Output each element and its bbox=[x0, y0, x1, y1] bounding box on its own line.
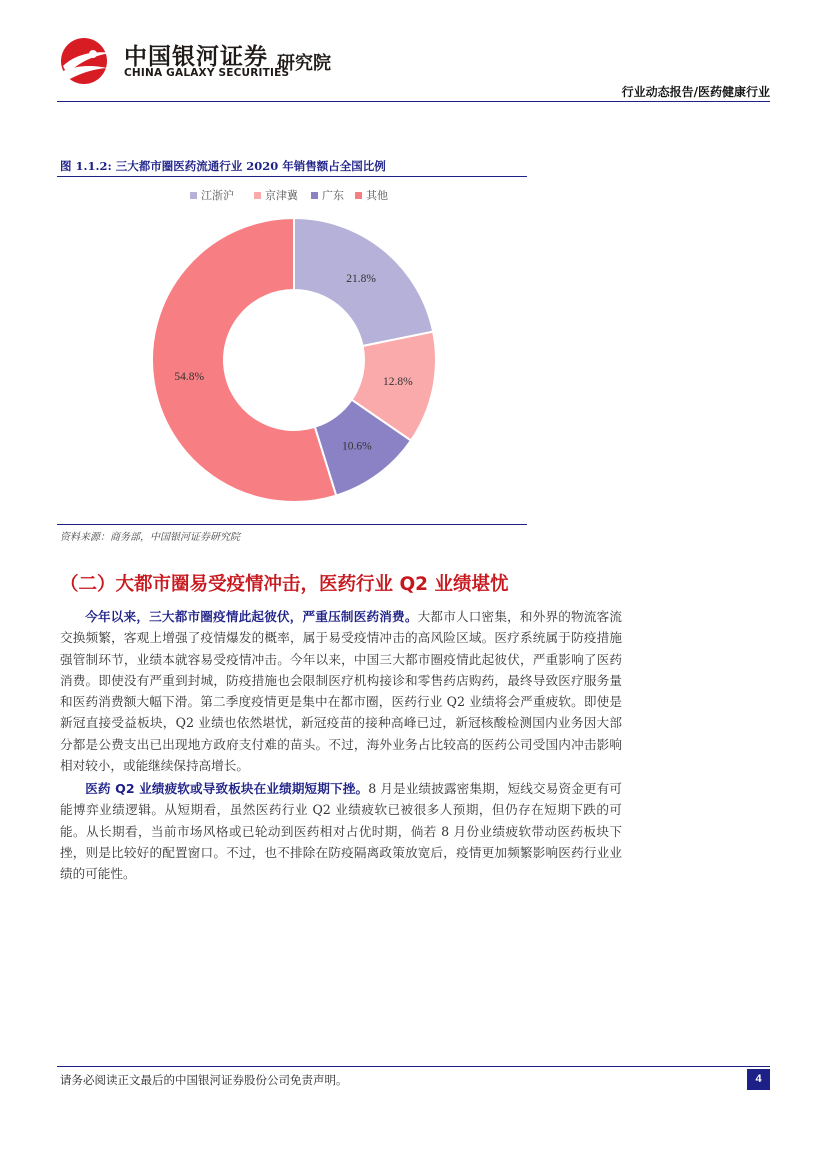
paragraph-1-lead: 今年以来，三大都市圈疫情此起彼伏，严重压制医药消费。 bbox=[85, 609, 418, 624]
legend-label: 江浙沪 bbox=[201, 189, 234, 202]
donut-chart bbox=[57, 178, 527, 523]
paragraph-2-lead: 医药 Q2 业绩疲软或导致板块在业绩期短期下挫。 bbox=[85, 781, 369, 796]
legend-item bbox=[190, 188, 234, 202]
institute-name: 研究院 bbox=[277, 53, 331, 74]
footer-divider bbox=[57, 1066, 770, 1067]
legend-swatch bbox=[355, 192, 362, 199]
footer-disclaimer: 请务必阅读正文最后的中国银河证券股份公司免责声明。 bbox=[60, 1073, 348, 1087]
report-type: 行业动态报告/医药健康行业 bbox=[621, 85, 770, 99]
legend-item bbox=[311, 188, 344, 202]
legend-swatch bbox=[190, 192, 197, 199]
header-divider bbox=[57, 101, 770, 102]
legend-swatch bbox=[254, 192, 261, 199]
section-title: （二）大都市圈易受疫情冲击，医药行业 Q2 业绩堪忧 bbox=[60, 574, 509, 595]
data-label: 10.6% bbox=[341, 440, 372, 453]
figure-title: 图 1.1.2: 三大都市圈医药流通行业 2020 年销售额占全国比例 bbox=[60, 159, 386, 173]
page-number: 4 bbox=[747, 1069, 770, 1090]
paragraph-2-text: 8 月是业绩披露密集期，短线交易资金更有可能博弈业绩逻辑。从短期看，虽然医药行业 Q2 业绩疲软已被很多人预期，但仍存在短期下跌的可能。从长期看，当前市场风格或已轮动到医药相对占优时期，倘若 8 月份业绩疲软带动医药板块下挫，则是比较好的配置窗口。不过，也不排除在防疫隔离政策放宽后，疫情更加频繁影响医药行业业绩的可能性。 bbox=[60, 781, 622, 882]
legend-item bbox=[355, 188, 388, 202]
brand-name-cn: 中国银河证券 bbox=[124, 44, 268, 70]
legend-item bbox=[254, 188, 299, 202]
paragraph-1-text: 大都市人口密集，和外界的物流客流交换频繁，客观上增强了疫情爆发的概率，属于易受疫情冲击的高风险区域。医疗系统属于防疫措施强管制环节，业绩本就容易受疫情冲击。今年以来，中国三大都市圈疫情此起彼伏，严重影响了医药消费。即使没有严重到封城，防疫措施也会限制医疗机构接诊和零售药店购药，最终导致医疗服务量和医药消费额大幅下滑。第二季度疫情更是集中在都市圈，医药行业 Q2 业绩将会严重疲软。即使是新冠直接受益板块，Q2 业绩也依然堪忧，新冠疫苗的接种高峰已过，新冠核酸检测国内业务因大部分都是公费支出已出现地方政府支付难的苗头。不过，海外业务占比较高的医药公司受国内冲击影响相对较小，或能继续保持高增长。 bbox=[60, 609, 623, 774]
legend-label: 京津冀 bbox=[265, 189, 298, 202]
data-label: 21.8% bbox=[346, 272, 376, 285]
legend-label: 其他 bbox=[366, 189, 388, 202]
legend-label: 广东 bbox=[322, 189, 344, 202]
brand-name-en: CHINA GALAXY SECURITIES bbox=[124, 67, 290, 79]
legend-swatch bbox=[311, 192, 318, 199]
figure-source: 资料来源：商务部，中国银河证券研究院 bbox=[60, 532, 240, 543]
paragraph-1 bbox=[60, 606, 622, 776]
data-label: 54.8% bbox=[174, 370, 205, 383]
data-label: 12.8% bbox=[383, 376, 413, 389]
figure-bottom-rule bbox=[57, 524, 527, 525]
figure-top-rule bbox=[57, 176, 527, 177]
paragraph-2 bbox=[60, 778, 622, 884]
company-logo bbox=[55, 36, 113, 86]
